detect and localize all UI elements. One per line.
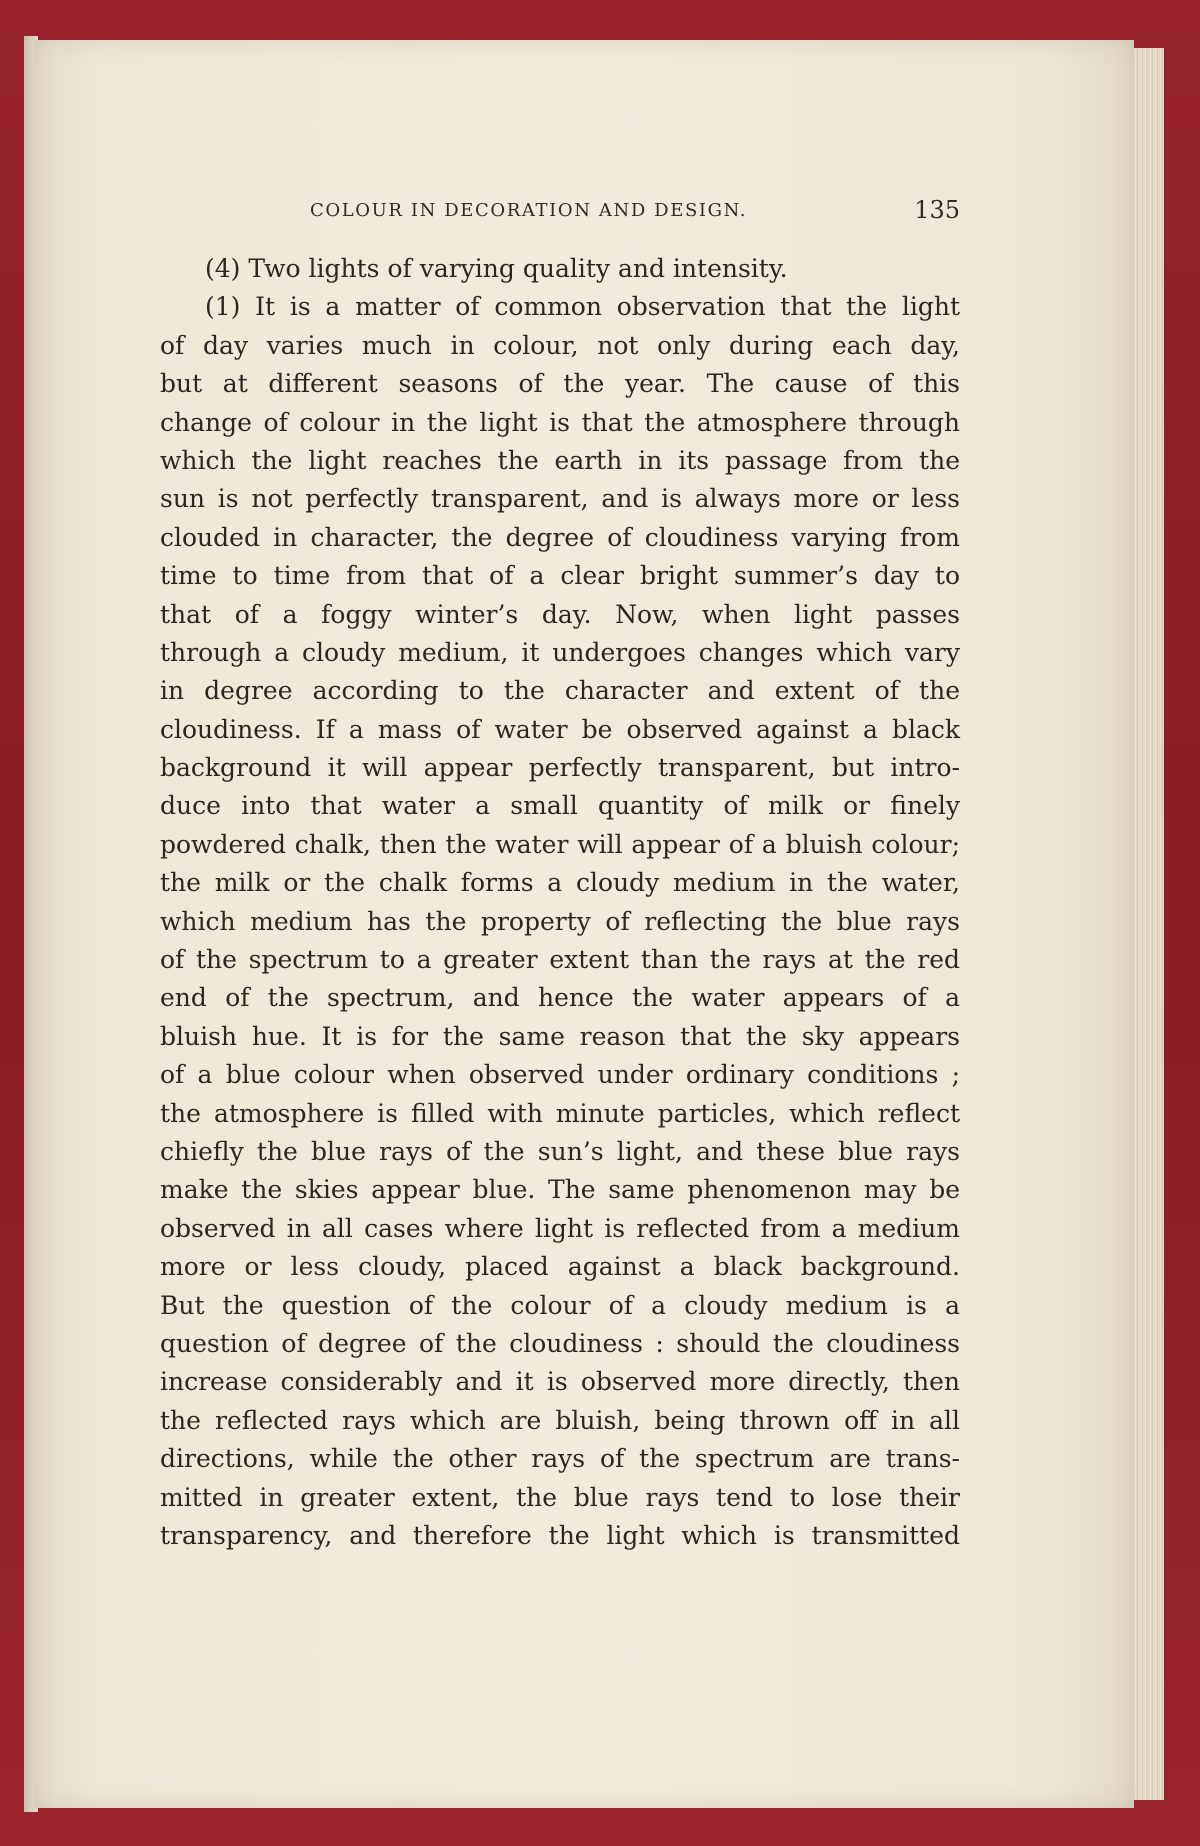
text-line: powdered chalk, then the water will appear of a bluish colour; — [160, 829, 960, 859]
text-line: But the question of the colour of a cloudy medium is a — [160, 1290, 960, 1320]
text-line: end of the spectrum, and hence the water appears of a — [160, 983, 960, 1013]
body-text — [160, 250, 960, 1555]
text-line: (4) Two lights of varying quality and intensity. — [205, 254, 788, 283]
text-line: of the spectrum to a greater extent than the rays at the red — [160, 945, 960, 975]
text-line: through a cloudy medium, it undergoes changes which vary — [160, 637, 960, 667]
text-line: question of degree of the cloudiness : should the cloudiness — [160, 1328, 960, 1358]
text-line: (1) It is a matter of common observation that the light — [205, 292, 960, 322]
text-line: the reflected rays which are bluish, being thrown off in all — [160, 1405, 960, 1435]
text-line: increase considerably and it is observed more directly, then — [160, 1367, 960, 1397]
page-edges — [1134, 48, 1164, 1800]
text-line: cloudiness. If a mass of water be observed against a black — [160, 714, 960, 744]
text-line: change of colour in the light is that the atmosphere through — [160, 407, 960, 437]
text-line: chiefly the blue rays of the sun’s light, and these blue rays — [160, 1136, 960, 1166]
text-line: duce into that water a small quantity of milk or finely — [160, 791, 960, 821]
text-line: more or less cloudy, placed against a black background. — [160, 1252, 960, 1282]
text-line: which medium has the property of reflecting the blue rays — [160, 906, 960, 936]
text-line: clouded in character, the degree of cloudiness varying from — [160, 522, 960, 552]
text-line: bluish hue. It is for the same reason that the sky appears — [160, 1021, 960, 1051]
text-line: that of a foggy winter’s day. Now, when light passes — [160, 599, 960, 629]
text-line: of a blue colour when observed under ordinary conditions ; — [160, 1060, 960, 1090]
text-line: sun is not perfectly transparent, and is always more or less — [160, 484, 960, 514]
page-number: 135 — [914, 196, 960, 224]
text-line: which the light reaches the earth in its passage from the — [160, 445, 960, 475]
text-line: observed in all cases where light is reflected from a medium — [160, 1213, 960, 1243]
text-line: make the skies appear blue. The same phenomenon may be — [160, 1175, 960, 1205]
text-line: time to time from that of a clear bright summer’s day to — [160, 561, 960, 591]
text-line: background it will appear perfectly transparent, but intro- — [160, 753, 960, 783]
text-line: directions, while the other rays of the spectrum are trans- — [160, 1444, 960, 1474]
running-head-title: COLOUR IN DECORATION AND DESIGN. — [310, 200, 748, 221]
text-line: in degree according to the character and extent of the — [160, 676, 960, 706]
text-line: mitted in greater extent, the blue rays tend to lose their — [160, 1482, 960, 1512]
text-line: the milk or the chalk forms a cloudy medium in the water, — [160, 868, 960, 898]
text-line: transparency, and therefore the light which is transmitted — [160, 1520, 960, 1550]
running-head — [160, 196, 960, 230]
text-line: but at different seasons of the year. The cause of this — [160, 369, 960, 399]
text-line: the atmosphere is filled with minute particles, which reflect — [160, 1098, 960, 1128]
text-line: of day varies much in colour, not only during each day, — [160, 330, 960, 360]
